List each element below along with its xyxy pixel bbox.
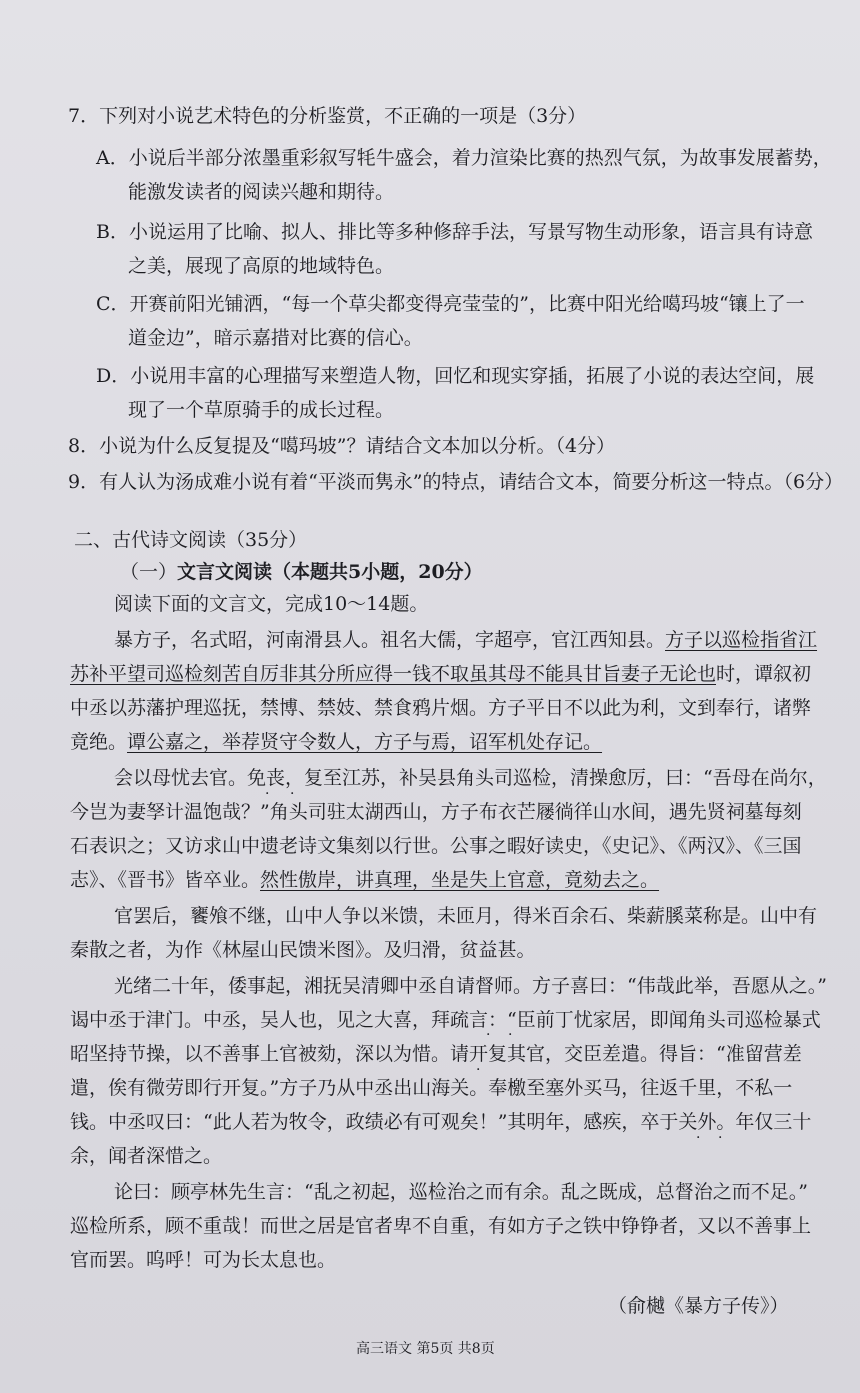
- question-7-option-a-cont: 能激发读者的阅读兴趣和期待。: [128, 181, 395, 203]
- emphasis-dot: ·: [718, 1130, 723, 1146]
- question-7-option-b-cont: 之美，展现了高原的地域特色。: [128, 255, 395, 277]
- passage-line: [70, 730, 602, 754]
- emphasis-dot: ·: [265, 786, 270, 802]
- question-8: 8．小说为什么反复提及“噶玛坡”？请结合文本加以分析。（4分）: [68, 435, 616, 457]
- passage-line: 昭坚持节操，以不善事上官被劾，深以为惜。请开复其官，交臣差遣。得旨：“准留营差: [70, 1043, 802, 1065]
- passage-instruction: 阅读下面的文言文，完成10～14题。: [114, 593, 429, 615]
- question-7-option-d: D．小说用丰富的心理描写来塑造人物，回忆和现实穿插，拓展了小说的表达空间，展: [96, 365, 815, 387]
- passage-line: [114, 628, 817, 652]
- passage-line: 官而罢。呜呼！可为长太息也。: [70, 1249, 337, 1271]
- emphasis-dot: ·: [290, 786, 295, 802]
- passage-line: 中丞以苏藩护理巡抚，禁博、禁妓、禁食鸦片烟。方子平日不以此为利，文到奉行，诸弊: [70, 697, 812, 719]
- passage-source: （俞樾《暴方子传》）: [608, 1295, 789, 1317]
- underlined-sentence: 苏补平望司巡检刻苦自厉非其分所应得一钱不取虽其母不能具甘旨妻子无论也: [70, 663, 717, 685]
- passage-line: [70, 662, 811, 686]
- passage-line: 论曰：顾亭林先生言：“乱之初起，巡检治之而有余。乱之既成，总督治之而不足。”: [114, 1181, 808, 1203]
- question-7-option-c: C．开赛前阳光铺洒，“每一个草尖都变得亮莹莹的”，比赛中阳光给噶玛坡“镶上了一: [96, 293, 805, 315]
- passage-line: 官罢后，饔飧不继，山中人争以米馈，未匝月，得米百余石、柴薪膎菜称是。山中有: [114, 905, 818, 927]
- passage-text: 时，谭叙初: [716, 663, 812, 685]
- passage-line: 巡检所系，顾不重哉！而世之居是官者卑不自重，有如方子之铁中铮铮者，又以不善事上: [70, 1215, 812, 1237]
- passage-line: 余，闻者深惜之。: [70, 1145, 223, 1167]
- subsection-heading: [120, 560, 483, 584]
- underlined-sentence: 方子以巡检指省江: [665, 629, 818, 651]
- question-9: 9．有人认为汤成难小说有着“平淡而隽永”的特点，请结合文本，简要分析这一特点。（6分）: [68, 471, 844, 493]
- subsection-prefix: （一）: [120, 561, 178, 583]
- passage-line: 谒中丞于津门。中丞，吴人也，见之大喜，拜疏言：“臣前丁忧家居，即闻角头司巡检暴式: [70, 1009, 821, 1031]
- question-7-stem: 7．下列对小说艺术特色的分析鉴赏，不正确的一项是（3分）: [68, 105, 587, 127]
- passage-line: 会以母忧去官。免丧，复至江苏，补吴县角头司巡检，清操愈厉，曰：“吾母在尚尔，: [114, 767, 827, 789]
- question-7-option-a: A．小说后半部分浓墨重彩叙写牦牛盛会，着力渲染比赛的热烈气氛，为故事发展蓄势，: [96, 147, 832, 169]
- underlined-sentence: 谭公嘉之，举荐贤守令数人，方子与焉，诏军机处存记。: [127, 731, 603, 753]
- emphasis-dot: ·: [476, 1062, 481, 1078]
- passage-line: 今岂为妻孥计温饱哉？”角头司驻太湖西山，方子布衣芒屦徜徉山水间，遇先贤祠墓每刻: [70, 801, 802, 823]
- emphasis-dot: ·: [486, 1027, 491, 1043]
- passage-text: 竟绝。: [70, 731, 128, 753]
- question-7-option-d-cont: 现了一个草原骑手的成长过程。: [128, 399, 395, 421]
- passage-text: 志》、《晋书》皆卒业。: [70, 869, 261, 891]
- passage-line: [70, 868, 659, 892]
- passage-line: 钱。中丞叹曰：“此人若为牧令，政绩必有可观矣！”其明年，感疾，卒于关外。年仅三十: [70, 1111, 812, 1133]
- section-heading: 二、古代诗文阅读（35分）: [74, 529, 308, 551]
- subsection-title: 文言文阅读（本题共5小题，20分）: [177, 561, 483, 583]
- passage-line: 光绪二十年，倭事起，湘抚吴清卿中丞自请督师。方子喜曰：“伟哉此举，吾愿从之。”: [114, 975, 827, 997]
- passage-text: 暴方子，名式昭，河南滑县人。祖名大儒，字超亭，官江西知县。: [114, 629, 666, 651]
- question-7-option-b: B．小说运用了比喻、拟人、排比等多种修辞手法，写景写物生动形象，语言具有诗意: [96, 221, 813, 243]
- emphasis-dot: ·: [696, 1130, 701, 1146]
- passage-line: 遣，俟有微劳即行开复。”方子乃从中丞出山海关。奉檄至塞外买马，往返千里，不私一: [70, 1077, 793, 1099]
- emphasis-dot: ·: [508, 1027, 513, 1043]
- question-7-option-c-cont: 道金边”，暗示嘉措对比赛的信心。: [128, 327, 423, 349]
- page-footer: 高三语文 第5页 共8页: [356, 1341, 495, 1357]
- underlined-sentence: 然性傲岸，讲真理，坐是失上官意，竟劾去之。: [260, 869, 660, 891]
- passage-line: 秦散之者，为作《林屋山民馈米图》。及归滑，贫益甚。: [70, 939, 536, 961]
- passage-line: 石表识之；又访求山中遗老诗文集刻以行世。公事之暇好读史，《史记》、《两汉》、《三国: [70, 835, 802, 857]
